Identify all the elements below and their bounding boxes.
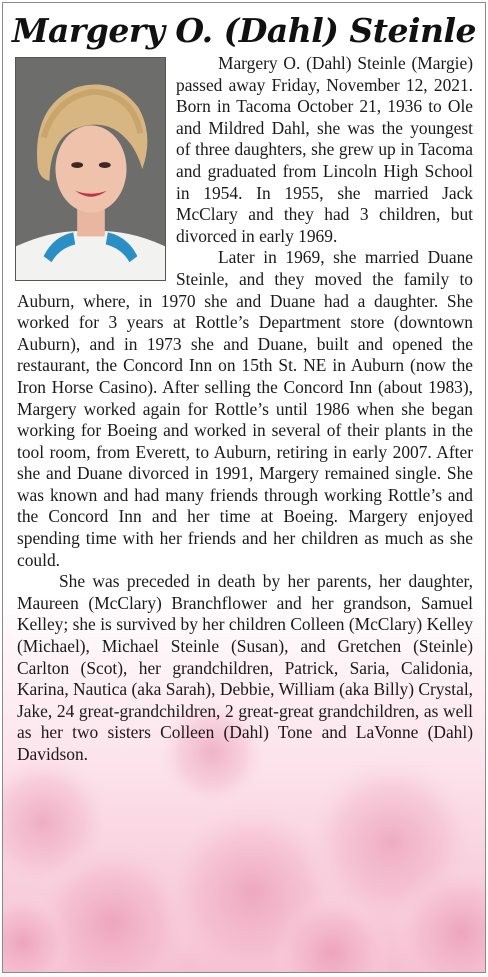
obituary-notice [2,2,486,973]
obituary-title: Margery O. (Dahl) Steinle [11,11,477,50]
paragraph-family: She was preceded in death by her parents, her daughter, Maureen (McClary) Branchflower and her grandson, Samuel Kelley; she is survived by her children Colleen (McClary) Kelley (Michael), Michael Steinle (Susan), and Gretchen (Steinle) Carlton (Scot), her grandchildren, Patrick, Saria, Calidonia, Karina, Nautica (aka Sarah), Debbie, William (aka Billy) Crystal, Jake, 24 great-grandchildren, 2 great-great grandchildren, as well as her two sisters Colleen (Dahl) Tone and LaVonne (Dahl) Davidson. [17,571,473,764]
paragraph-life: Later in 1969, she married Duane Steinle, and they moved the family to Auburn, where, in 1970 she and Duane had a daughter. She worked for 3 years at Rottle’s Department store (downtown Auburn), and in 1973 she and Duane, built and opened the restaurant, the Concord Inn on 15th St. NE in Auburn (now the Iron Horse Casino). After selling the Concord Inn (about 1983), Margery worked again for Rottle’s until 1986 when she began working for Boeing and worked in several of their plants in the tool room, from Everett, to Auburn, retiring in early 2007. After she and Duane divorced in 1991, Margery remained single. She was known and had many friends through working Rottle’s and the Concord Inn and her time at Boeing. Margery enjoyed spending time with her friends and her children as much as she could. [17,247,473,570]
obituary-body [3,53,485,766]
paragraph-intro: Margery O. (Dahl) Steinle (Margie) passed away Friday, November 12, 2021. Born in Tacoma October 21, 1936 to Ole and Mildred Dahl, she was the youngest of three daughters, she grew up in Tacoma and graduated from Lincoln High School in 1954. In 1955, she married Jack McClary and they had 3 children, but divorced in early 1969. [176,53,473,246]
